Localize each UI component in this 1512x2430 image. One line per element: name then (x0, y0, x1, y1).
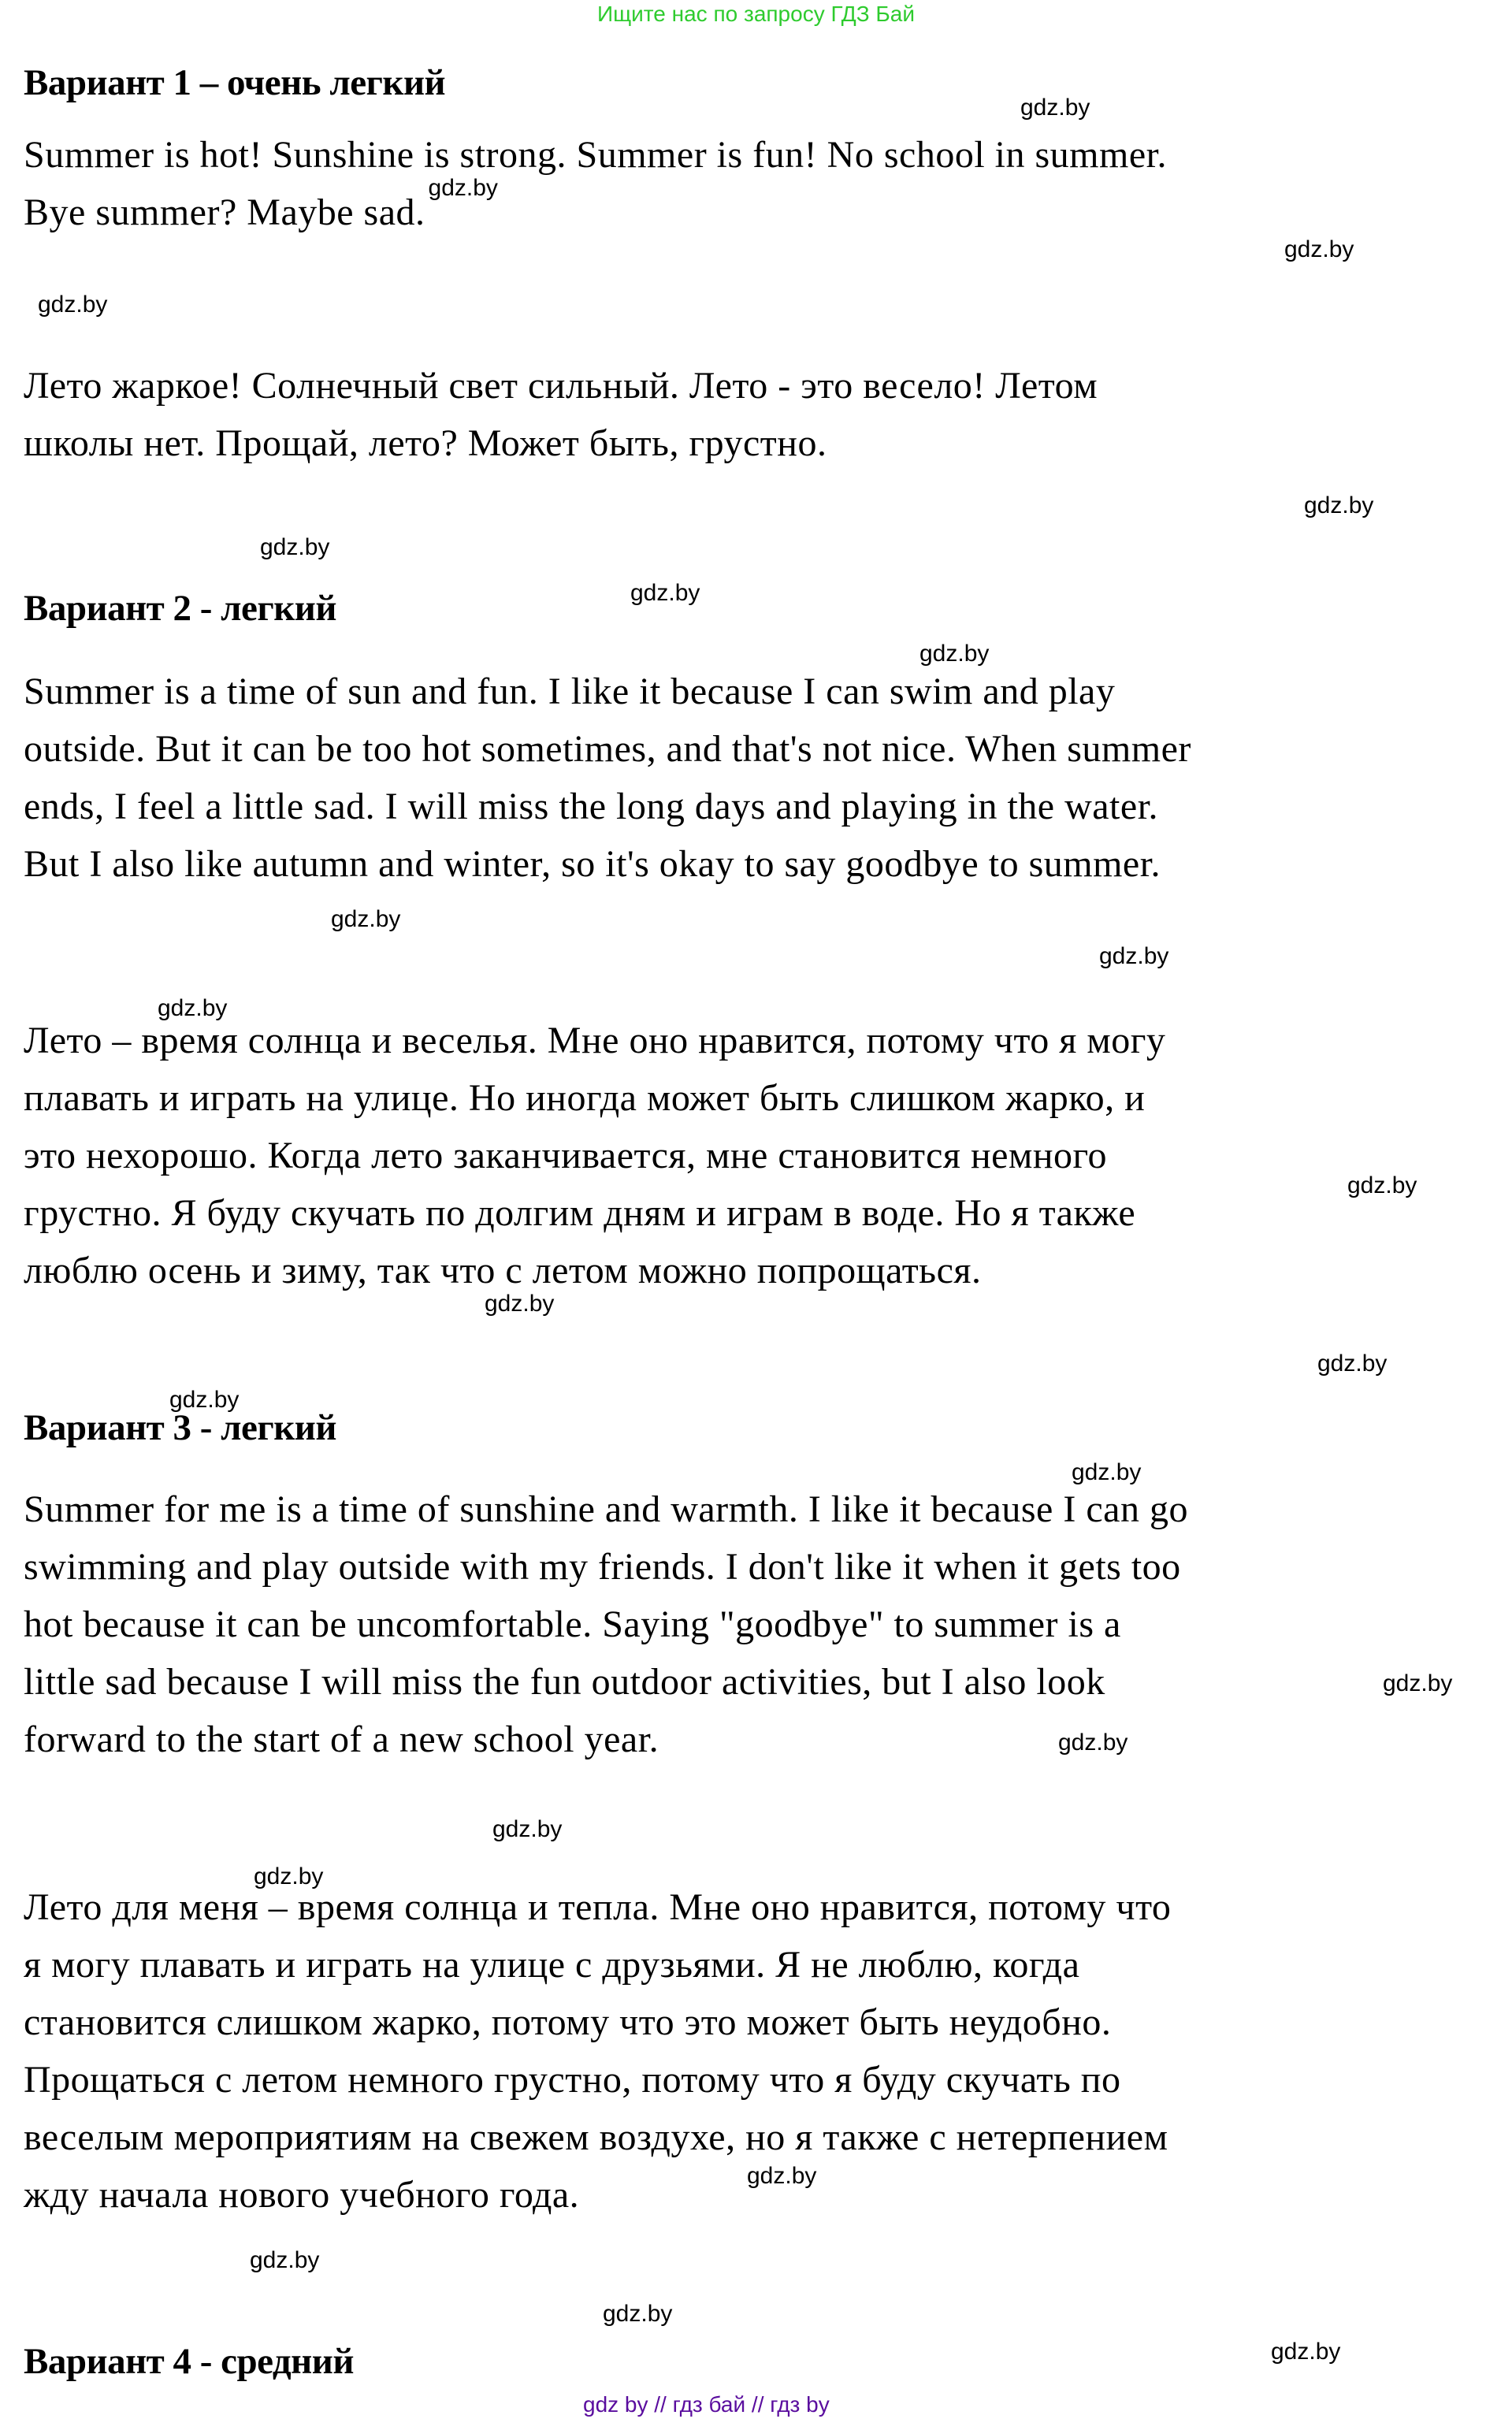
gdz-watermark: gdz.by (38, 292, 108, 318)
gdz-watermark: gdz.by (485, 1291, 555, 1317)
text-line: Прощаться с летом немного грустно, потому что я буду скучать по (24, 2059, 1121, 2101)
text-line: forward to the start of a new school year. (24, 1718, 659, 1760)
paragraph-english-variant-1 (24, 126, 1167, 241)
gdz-watermark: gdz.by (1383, 1670, 1453, 1696)
gdz-watermark: gdz.by (603, 2301, 673, 2327)
text-line-fragment: Bye summer? Maybe sad. (24, 191, 425, 233)
text-line: грустно. Я буду скучать по долгим дням и играм в воде. Но я также (24, 1192, 1136, 1234)
paragraph-english-variant-3 (24, 1481, 1188, 1768)
text-line: школы нет. Прощай, лето? Может быть, грустно. (24, 422, 827, 464)
gdz-watermark: gdz.by (630, 580, 700, 606)
gdz-watermark: gdz.by (492, 1816, 563, 1842)
gdz-watermark: gdz.by (158, 995, 228, 1021)
text-line: Summer is a time of sun and fun. I like it because I can swim and play (24, 671, 1116, 712)
gdz-watermark: gdz.by (747, 2163, 817, 2189)
gdz-watermark: gdz.by (1072, 1459, 1142, 1485)
gdz-watermark: gdz.by (169, 1387, 240, 1413)
text-line: ends, I feel a little sad. I will miss the long days and playing in the water. (24, 786, 1159, 827)
gdz-watermark: gdz.by (1317, 1351, 1388, 1377)
text-line (24, 175, 1167, 241)
text-line: плавать и играть на улице. Но иногда может быть слишком жарко, и (24, 1077, 1146, 1119)
gdz-watermark: gdz.by (1284, 236, 1354, 262)
text-line: hot because it can be uncomfortable. Saying "goodbye" to summer is a (24, 1603, 1121, 1645)
section-heading-variant-3: Вариант 3 - легкий (24, 1407, 336, 1448)
section-heading-variant-4: Вариант 4 - средний (24, 2341, 354, 2382)
paragraph-english-variant-2 (24, 663, 1191, 893)
text-line: But I also like autumn and winter, so it's okay to say goodbye to summer. (24, 843, 1161, 885)
gdz-watermark: gdz.by (254, 1863, 324, 1889)
text-line: outside. But it can be too hot sometimes, and that's not nice. When summer (24, 728, 1191, 770)
gdz-watermark: gdz.by (1099, 943, 1169, 969)
text-line: Лето для меня – время солнца и тепла. Мне оно нравится, потому что (24, 1886, 1172, 1928)
gdz-watermark: gdz.by (260, 534, 330, 560)
text-line: Лето жаркое! Солнечный свет сильный. Лето - это весело! Летом (24, 365, 1098, 407)
gdz-watermark: gdz.by (919, 641, 990, 667)
text-line: это нехорошо. Когда лето заканчивается, мне становится немного (24, 1135, 1108, 1176)
section-heading-variant-2: Вариант 2 - легкий (24, 588, 336, 629)
text-line: swimming and play outside with my friends. I don't like it when it gets too (24, 1546, 1181, 1588)
site-notice: Ищите нас по запросу ГДЗ Бай (596, 2, 916, 26)
gdz-watermark: gdz.by (1020, 95, 1090, 121)
paragraph-russian-variant-3 (24, 1878, 1171, 2224)
paragraph-russian-variant-2 (24, 1012, 1165, 1299)
gdz-watermark: gdz.by (331, 906, 401, 932)
text-line: жду начала нового учебного года. (24, 2174, 580, 2216)
text-line: я могу плавать и играть на улице с друзьями. Я не люблю, когда (24, 1944, 1080, 1986)
section-heading-variant-1: Вариант 1 – очень легкий (24, 62, 446, 103)
gdz-watermark: gdz.by (1304, 492, 1374, 518)
gdz-watermark: gdz.by (1058, 1730, 1128, 1756)
text-line: little sad because I will miss the fun outdoor activities, but I also look (24, 1661, 1105, 1703)
text-line: Summer for me is a time of sunshine and warmth. I like it because I can go (24, 1488, 1188, 1530)
gdz-watermark: gdz.by (1347, 1172, 1417, 1198)
text-line: становится слишком жарко, потому что это может быть неудобно. (24, 2001, 1112, 2043)
text-line: веселым мероприятиям на свежем воздухе, но я также с нетерпением (24, 2116, 1168, 2158)
text-line: люблю осень и зиму, так что с летом можно попрощаться. (24, 1250, 982, 1291)
text-line: Лето – время солнца и веселья. Мне оно нравится, потому что я могу (24, 1020, 1166, 1061)
paragraph-russian-variant-1 (24, 357, 1098, 472)
gdz-watermark: gdz.by (250, 2247, 320, 2273)
gdz-watermark: gdz.by (428, 175, 498, 201)
gdz-watermark: gdz.by (1271, 2339, 1341, 2365)
text-line: Summer is hot! Sunshine is strong. Summer is fun! No school in summer. (24, 134, 1167, 176)
footer-site-line: gdz by // гдз бай // гдз by (583, 2392, 830, 2417)
